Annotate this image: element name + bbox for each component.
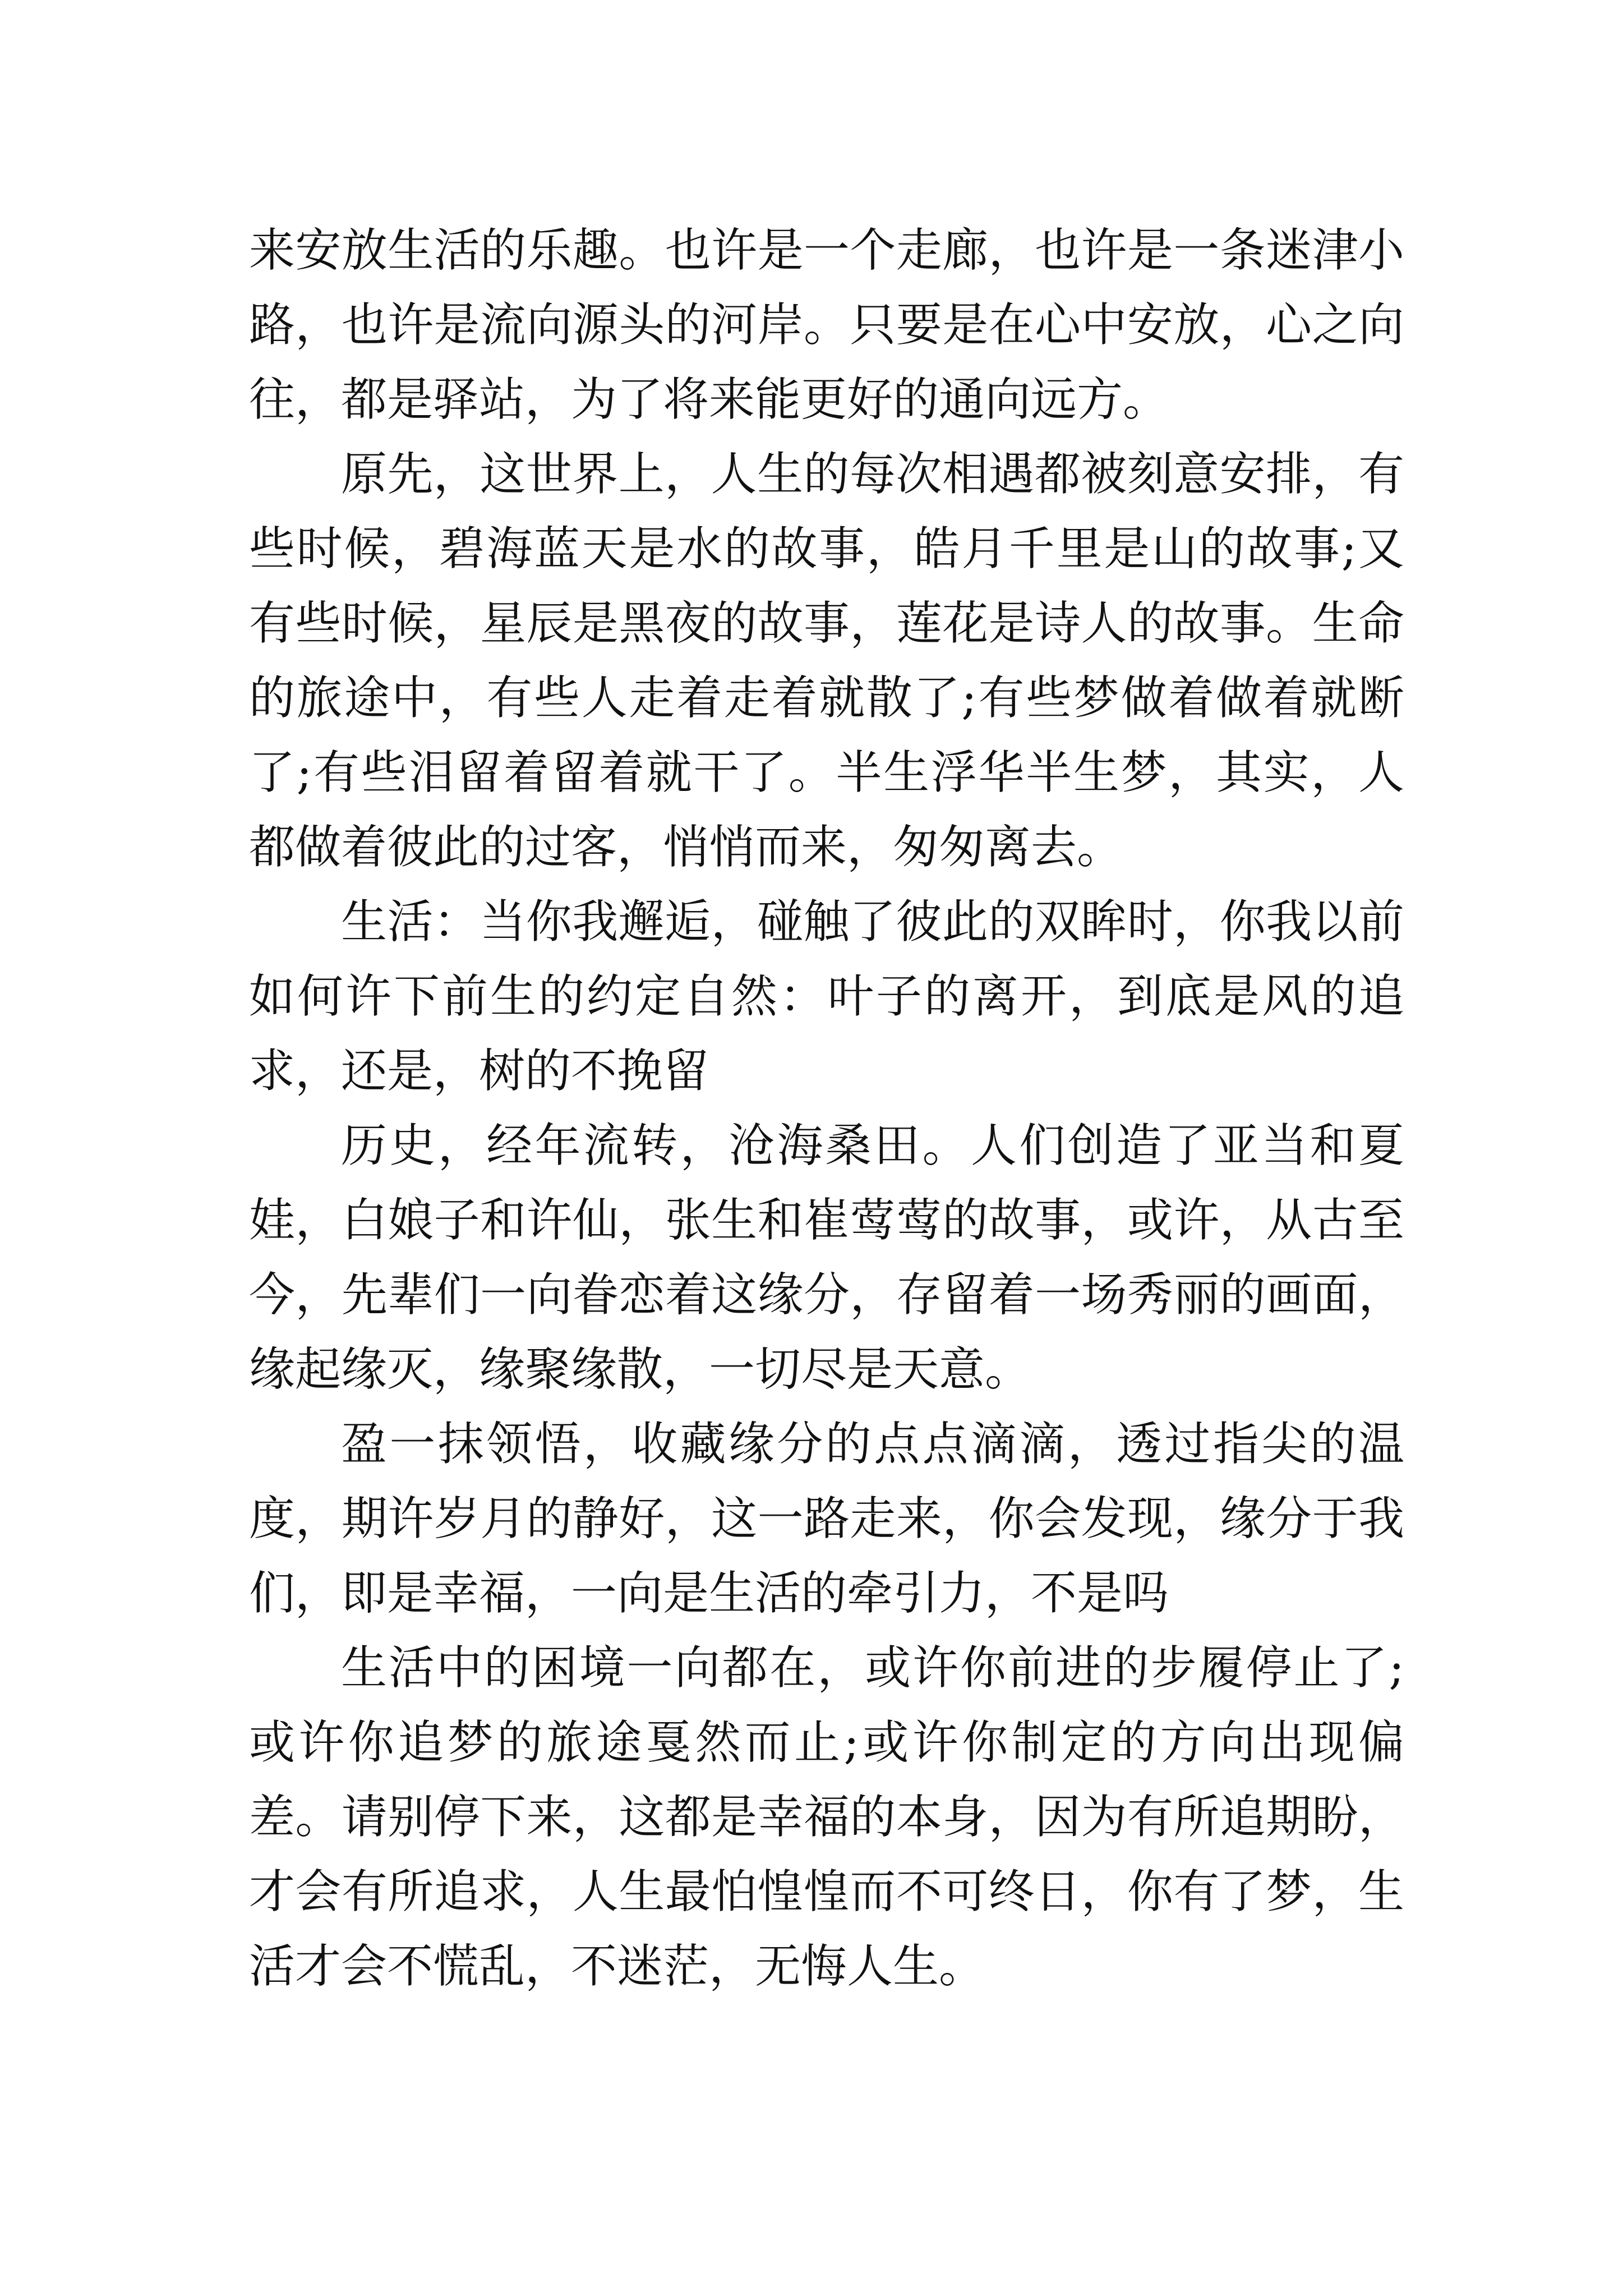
paragraph: 历史，经年流转，沧海桑田。人们创造了亚当和夏娃，白娘子和许仙，张生和崔莺莺的故事，或许，从古至今，先辈们一向眷恋着这缘分，存留着一场秀丽的画面，缘起缘灭，缘聚缘散，一切尽是天意。 bbox=[249, 1119, 1404, 1396]
paragraph: 来安放生活的乐趣。也许是一个走廊，也许是一条迷津小路，也许是流向源头的河岸。只要是在心中安放，心之向往，都是驿站，为了将来能更好的通向远方。 bbox=[249, 224, 1404, 426]
paragraph: 盈一抹领悟，收藏缘分的点点滴滴，透过指尖的温度，期许岁月的静好，这一路走来，你会发现，缘分于我们，即是幸福，一向是生活的牵引力，不是吗 bbox=[249, 1418, 1404, 1620]
document-body bbox=[249, 213, 1404, 2004]
paragraph: 生活中的困境一向都在，或许你前进的步履停止了;或许你追梦的旅途戛然而止;或许你制定的方向出现偏差。请别停下来，这都是幸福的本身，因为有所追期盼，才会有所追求，人生最怕惶惶而不可终日，你有了梦，生活才会不慌乱，不迷茫，无悔人生。 bbox=[249, 1641, 1404, 1993]
paragraph: 生活：当你我邂逅，碰触了彼此的双眸时，你我以前如何许下前生的约定自然：叶子的离开，到底是风的追求，还是，树的不挽留 bbox=[249, 895, 1404, 1098]
paragraph: 原先，这世界上，人生的每次相遇都被刻意安排，有些时候，碧海蓝天是水的故事，皓月千里是山的故事;又有些时候，星辰是黑夜的故事，莲花是诗人的故事。生命的旅途中，有些人走着走着就散了;有些梦做着做着就断了;有些泪留着留着就干了。半生浮华半生梦，其实，人都做着彼此的过客，悄悄而来，匆匆离去。 bbox=[249, 448, 1404, 874]
